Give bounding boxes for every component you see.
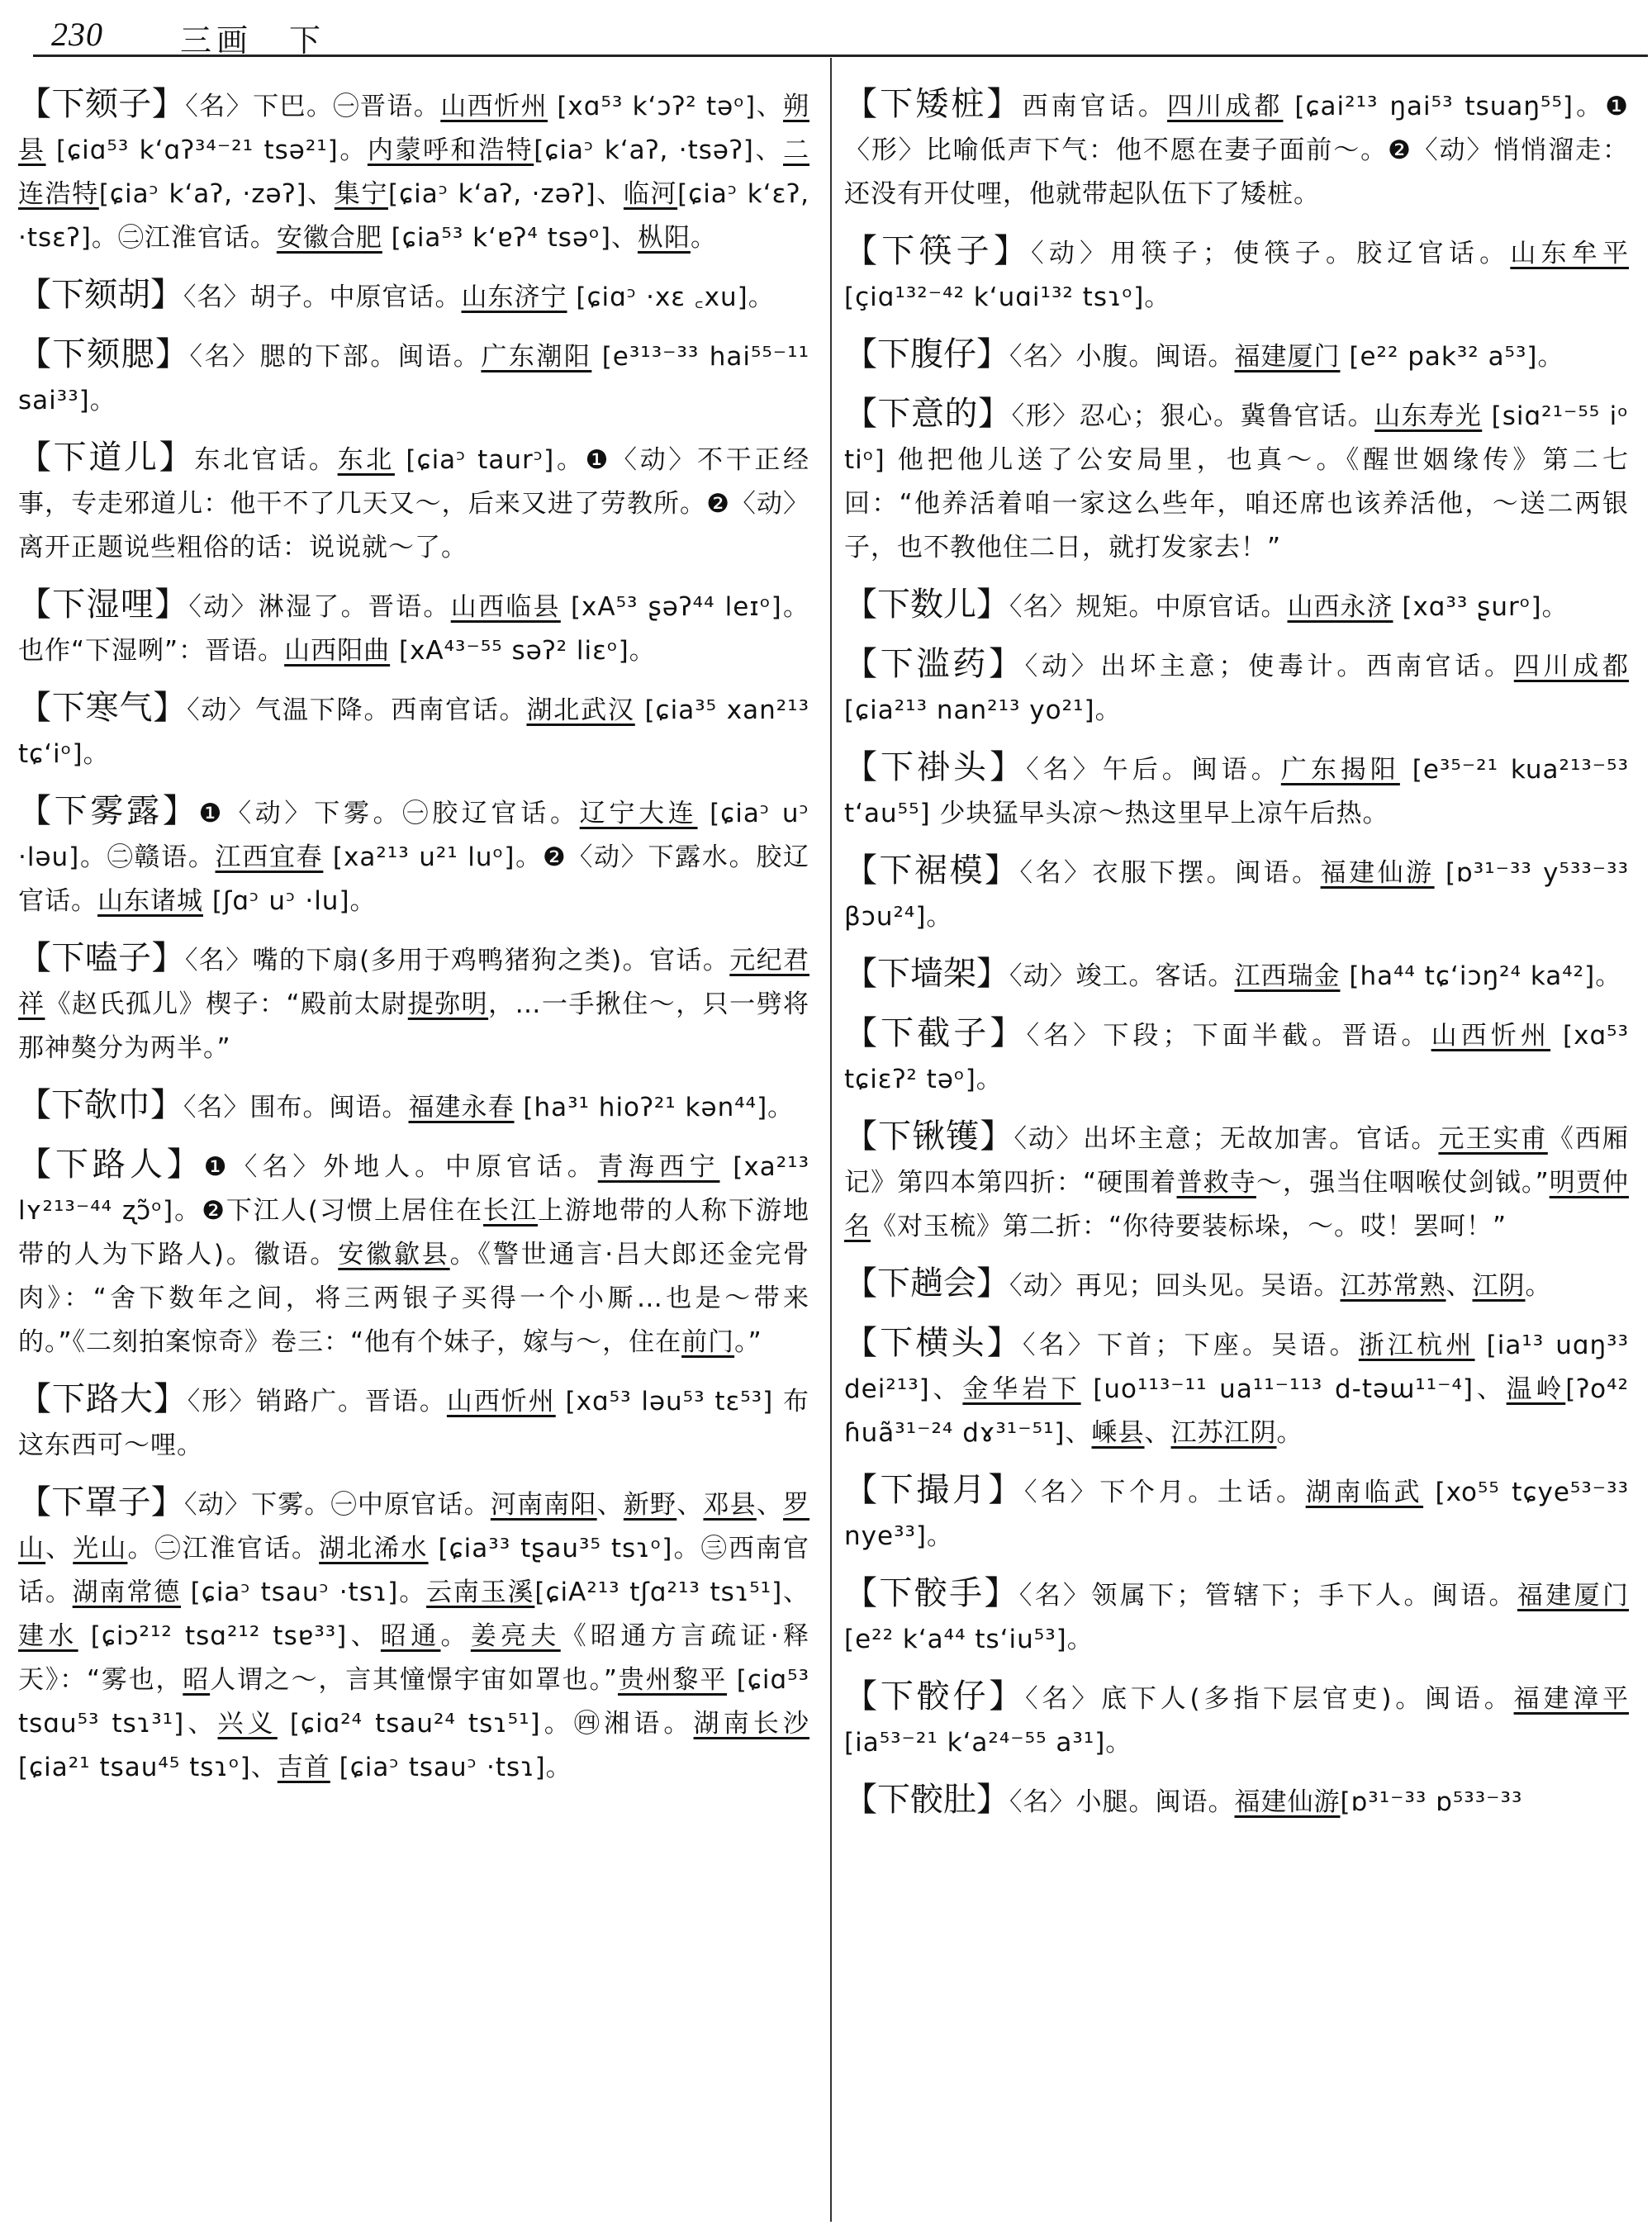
dictionary-entry — [844, 1321, 1629, 1455]
page-number: 230 — [51, 16, 103, 53]
place-name: 山东寿光 — [1374, 401, 1483, 431]
place-name: 前门 — [681, 1327, 735, 1357]
headword: 【下数儿】 — [844, 586, 1009, 624]
definition-text: 〈形〉忍心；狠心。冀鲁官话。 — [1011, 401, 1375, 431]
headword: 【下滥药】 — [844, 645, 1025, 683]
dictionary-entry — [18, 937, 809, 1070]
dictionary-entry — [18, 790, 809, 923]
definition-text: [ɕiɑᵓ ·xɛ ꜀xu]。 — [567, 282, 775, 312]
dictionary-entry — [844, 643, 1629, 733]
headword: 【下锹镬】 — [844, 1117, 1014, 1155]
definition-text: 〈名〉下首；下座。吴语。 — [1022, 1331, 1359, 1360]
definition-text: 、 — [1446, 1271, 1473, 1301]
definition-text: 、 — [45, 1534, 74, 1563]
place-name: 浙江杭州 — [1358, 1331, 1475, 1360]
place-name: 山西永济 — [1287, 592, 1393, 622]
dictionary-entry — [844, 1468, 1629, 1559]
place-name: 山东济宁 — [461, 282, 567, 312]
definition-text: [xa²¹³ u²¹ luᵒ]。❷〈动〉下露水。胶辽官话。 — [18, 842, 810, 916]
place-name: 湖南临武 — [1305, 1478, 1424, 1507]
place-name: 山西忻州 — [446, 1387, 556, 1416]
definition-text: 人谓之～，言其憧憬宇宙如罩也。” — [210, 1665, 618, 1695]
place-name: 元王实甫 — [1438, 1124, 1548, 1154]
definition-text: 、 — [756, 1490, 784, 1520]
headword: 【下趟会】 — [844, 1264, 1009, 1302]
headword: 【下筷子】 — [844, 232, 1032, 270]
headword: 【下湿哩】 — [18, 586, 189, 624]
place-name: 湖南长沙 — [693, 1709, 810, 1739]
headword: 【下欹巾】 — [18, 1086, 183, 1124]
place-name: 元纪君祥 — [18, 946, 810, 1019]
headword: 【下意的】 — [844, 395, 1012, 433]
place-name: 山东诸城 — [97, 886, 203, 916]
place-name: 山西忻州 — [440, 92, 548, 121]
definition-text: 〈名〉下个月。土话。 — [1024, 1478, 1306, 1507]
definition-text: [ɕiaᵓ taurᵓ]。❶〈动〉不干正经事，专走邪道儿：他干不了几天又～，后来又进了劳教所。❷〈动〉离开正题说些粗俗的话：说说就～了。 — [18, 445, 810, 562]
definition-text: [ɕia³⁵ xan²¹³ tɕ‘iᵒ]。 — [18, 695, 810, 769]
dictionary-entry — [18, 1481, 809, 1790]
place-name: 新野 — [623, 1490, 677, 1520]
definition-text: [ɕiɑ²⁴ tsau²⁴ tsɿ⁵¹]。㊃湘语。 — [277, 1709, 694, 1739]
headword: 【下雾露】 — [18, 792, 199, 830]
place-name: 福建仙游 — [1234, 1787, 1341, 1817]
place-name: 山西阳曲 — [284, 636, 391, 666]
definition-text: 《昭通方言疏证·释天》：“雾也， — [18, 1621, 810, 1695]
definition-text: [ɕia⁵³ k‘ɐʔ⁴ tsəᵒ]、 — [382, 223, 638, 253]
place-name: 江西瑞金 — [1234, 961, 1341, 991]
definition-text: 。 — [1525, 1271, 1552, 1301]
definition-text: [ɕiaᵓ uᵓ ·ləu]。㊁赣语。 — [18, 799, 809, 872]
definition-text: [ɕiɑ⁵³ tsɑu⁵³ tsɿ³¹]、 — [18, 1665, 810, 1739]
dictionary-entry — [844, 849, 1629, 939]
headword: 【下腹仔】 — [844, 335, 1009, 373]
definition-text: [ɕiaᵓ k‘aʔ, ·zəʔ]、 — [387, 179, 624, 209]
place-name: 四川成都 — [1513, 652, 1630, 681]
place-name: 建水 — [18, 1621, 78, 1651]
definition-text: 西南官话。 — [1022, 92, 1168, 121]
definition-text: 〈名〉腮的下部。闽语。 — [189, 342, 482, 372]
headword: 【下截子】 — [844, 1014, 1027, 1052]
left-column — [18, 83, 809, 1803]
headword: 【下撮月】 — [844, 1471, 1025, 1509]
place-name: 嵊县 — [1091, 1418, 1145, 1448]
definition-text: [çiɑ¹³²⁻⁴² k‘uɑi¹³² tsɿᵒ]。 — [844, 282, 1171, 312]
place-name: 长江 — [483, 1196, 538, 1226]
definition-text: [ha³¹ hioʔ²¹ kən⁴⁴]。 — [514, 1093, 795, 1122]
definition-text: 《赵氏孤儿》楔子：“殿前太尉 — [45, 989, 408, 1019]
definition-text: 〈动〉气温下降。西南官话。 — [187, 695, 527, 725]
definition-text: 〈动〉淋湿了。晋语。 — [188, 592, 451, 622]
dictionary-entry — [844, 1572, 1629, 1662]
definition-text: 〈名〉小腹。闽语。 — [1009, 342, 1235, 372]
definition-text: [ɕiaᵓ tsauᵓ ·tsɿ]。 — [181, 1578, 427, 1607]
definition-text: [ɕia³³ tʂau³⁵ tsɿᵒ]。㊂西南官话。 — [18, 1534, 810, 1607]
place-name: 湖南常德 — [72, 1578, 181, 1607]
definition-text: [xA⁵³ ʂəʔ⁴⁴ leɪᵒ]。也作“下湿咧”：晋语。 — [18, 592, 810, 666]
place-name: 东北 — [337, 445, 395, 475]
definition-text: 《对玉梳》第二折：“你待要装标垛，～。哎！罢呵！” — [871, 1212, 1507, 1241]
definition-text: [ɕia²¹³ nan²¹³ yo²¹]。 — [844, 695, 1122, 725]
dictionary-entry — [18, 1084, 809, 1130]
definition-text: 。《警世通言·吕大郎还金完骨肉》：“舍下数年之间，将三两银子买得一个小厮…也是～带来的。”《二刻拍案惊奇》卷三：“他有个妹子，嫁与～，住在 — [18, 1240, 810, 1357]
definition-text: 〈动〉竣工。客话。 — [1009, 961, 1235, 991]
definition-text: 《西厢记》第四本第四折：“硬围着 — [844, 1124, 1630, 1198]
definition-text: [ɕiɑ⁵³ k‘ɑʔ³⁴⁻²¹ tsə²¹]。 — [45, 135, 368, 165]
place-name: 安徽合肥 — [276, 223, 382, 253]
dictionary-entry — [844, 392, 1629, 570]
definition-text: 〈名〉底下人(多指下层官吏)。闽语。 — [1025, 1684, 1514, 1714]
headword: 【下横头】 — [844, 1324, 1023, 1362]
headword: 【下褂头】 — [844, 748, 1027, 786]
place-name: 湖北浠水 — [319, 1534, 429, 1563]
place-name: 集宁 — [334, 179, 388, 209]
headword: 【下道儿】 — [18, 439, 195, 477]
right-column — [844, 83, 1629, 1838]
definition-text: [ɕiaᵓ k‘ɛʔ, ·tsɛʔ]。㊁江淮官话。 — [18, 179, 810, 253]
definition-text: 〈名〉衣服下摆。闽语。 — [1019, 858, 1321, 888]
definition-text: [ɕiA²¹³ tʃɑ²¹³ tsɿ⁵¹]、 — [534, 1578, 810, 1607]
definition-text: 、 — [596, 1490, 624, 1520]
dictionary-entry — [844, 1012, 1629, 1102]
dictionary-entry — [844, 230, 1629, 320]
definition-text: [ɒ³¹⁻³³ y⁵³³⁻³³ βɔu²⁴]。 — [844, 858, 1630, 932]
place-name: 昭 — [183, 1665, 211, 1695]
definition-text: [ʔo⁴² ɦuã³¹⁻²⁴ dɤ³¹⁻⁵¹]、 — [844, 1374, 1629, 1448]
place-name: 山东牟平 — [1510, 239, 1630, 268]
definition-text: [siɑ²¹⁻⁵⁵ iᵒ tiᵒ] 他把他儿送了公安局里，也真～。《醒世姻缘传》第二七回：“他养活着咱一家这么些年，咱还席也该养活他，～送二两银子，也不教他住二日，就打发家去！” — [844, 401, 1630, 562]
definition-text: ～，强当住咽喉仗剑钺。” — [1256, 1168, 1550, 1198]
definition-text: [xa²¹³ lʏ²¹³⁻⁴⁴ ʐɔ̃ᵒ]。❷下江人(习惯上居住在 — [18, 1152, 809, 1226]
place-name: 二连浩特 — [18, 135, 810, 209]
headword: 【下骹手】 — [844, 1574, 1019, 1612]
definition-text: [e²² pak³² a⁵³]。 — [1340, 342, 1564, 372]
definition-text: 上游地带的人称下游地带的人为下路人)。徽语。 — [18, 1196, 809, 1269]
place-name: 朔县 — [18, 92, 810, 165]
definition-text: 〈名〉围布。闽语。 — [183, 1093, 409, 1122]
definition-text: 、 — [1144, 1418, 1171, 1448]
definition-text: [e³⁵⁻²¹ kua²¹³⁻⁵³ t‘au⁵⁵] 少块猛早头凉～热这里早上凉午后热。 — [844, 755, 1630, 828]
place-name: 江苏江阴 — [1170, 1418, 1277, 1448]
place-name: 金华岩下 — [962, 1374, 1081, 1404]
section-title: 三画 下 — [180, 22, 326, 59]
place-name: 罗山 — [18, 1490, 810, 1563]
place-name: 内蒙呼和浩特 — [367, 135, 534, 165]
headword: 【下骹肚】 — [844, 1781, 1009, 1819]
definition-text: 〈动〉用筷子；使筷子。胶辽官话。 — [1031, 239, 1511, 268]
place-name: 明贾仲名 — [844, 1168, 1630, 1241]
dictionary-entry — [844, 333, 1629, 379]
dictionary-entry — [18, 686, 809, 776]
place-name: 兴义 — [217, 1709, 278, 1739]
definition-text: [ɕiɔ²¹² tsɑ²¹² tsɐ³³]、 — [78, 1621, 381, 1651]
definition-text: 〈名〉小腿。闽语。 — [1009, 1787, 1235, 1817]
place-name: 福建漳平 — [1513, 1684, 1630, 1714]
place-name: 广东揭阳 — [1280, 755, 1400, 785]
definition-text: [ɕiaᵓ tsauᵓ ·tsɿ]。 — [330, 1753, 572, 1782]
definition-text: [ɒ³¹⁻³³ ɒ⁵³³⁻³³ — [1340, 1787, 1523, 1817]
headword: 【下颏子】 — [18, 85, 186, 123]
dictionary-entry — [18, 436, 809, 570]
definition-text: 。 — [440, 1621, 471, 1651]
place-name: 温岭 — [1506, 1374, 1566, 1404]
dictionary-entry — [18, 83, 809, 260]
definition-text: ❶〈名〉外地人。中原官话。 — [203, 1152, 598, 1182]
definition-text: ❶〈动〉下雾。㊀胶辽官话。 — [198, 799, 580, 828]
definition-text: 〈名〉下段；下面半截。晋语。 — [1026, 1021, 1431, 1051]
place-name: 贵州黎平 — [617, 1665, 728, 1695]
definition-text: [xɑ³³ ʂurᵒ]。 — [1393, 592, 1569, 622]
definition-text: ，…一手揪住～，只一劈将那神獒分为两半。” — [18, 989, 810, 1063]
definition-text: [xɑ⁵³ k‘ɔʔ² təᵒ]、 — [548, 92, 784, 121]
dictionary-entry — [18, 273, 809, 320]
headword: 【下颏腮】 — [18, 335, 190, 373]
place-name: 青海西宁 — [597, 1152, 720, 1182]
definition-text: [ɕiaᵓ k‘aʔ, ·tsəʔ]、 — [534, 135, 784, 165]
dictionary-entry — [844, 1262, 1629, 1308]
headword: 【下裾模】 — [844, 852, 1020, 890]
definition-text: 东北官话。 — [194, 445, 338, 475]
place-name: 四川成都 — [1167, 92, 1284, 121]
headword: 【下寒气】 — [18, 689, 188, 727]
definition-text: [xɑ⁵³ tɕiɛʔ² təᵒ]。 — [844, 1021, 1630, 1094]
place-name: 河南南阳 — [490, 1490, 597, 1520]
definition-text: 〈动〉再见；回头见。吴语。 — [1009, 1271, 1341, 1301]
definition-text: [uo¹¹³⁻¹¹ ua¹¹⁻¹¹³ d-təɯ¹¹⁻⁴]、 — [1080, 1374, 1507, 1404]
dictionary-entry — [844, 583, 1629, 629]
definition-text: 〈名〉午后。闽语。 — [1026, 755, 1281, 785]
place-name: 普救寺 — [1176, 1168, 1256, 1198]
dictionary-entry — [844, 746, 1629, 836]
definition-text: [ɕai²¹³ ŋai⁵³ tsuaŋ⁵⁵]。❶〈形〉比喻低声下气：他不愿在妻子面前～。❷〈动〉悄悄溜走：还没有开仗哩，他就带起队伍下了矮桩。 — [844, 92, 1630, 209]
definition-text: 〈名〉胡子。中原官话。 — [183, 282, 462, 312]
definition-text: [e³¹³⁻³³ hai⁵⁵⁻¹¹ sai³³]。 — [18, 342, 810, 415]
dictionary-entry — [844, 952, 1629, 999]
headword: 【下矮桩】 — [844, 85, 1023, 123]
definition-text: [ɕiaᵓ k‘aʔ, ·zəʔ]、 — [98, 179, 335, 209]
place-name: 临河 — [623, 179, 678, 209]
dictionary-entry — [844, 1778, 1629, 1824]
header-rule — [33, 55, 1648, 57]
place-name: 江阴 — [1472, 1271, 1526, 1301]
definition-text: 〈形〉销路广。晋语。 — [187, 1387, 447, 1416]
definition-text: 〈动〉出坏主意；无故加害。官话。 — [1014, 1124, 1439, 1154]
place-name: 福建仙游 — [1320, 858, 1435, 888]
definition-text: 。 — [1276, 1418, 1303, 1448]
definition-text: 〈名〉领属下；管辖下；手下人。闽语。 — [1018, 1581, 1517, 1611]
definition-text: 〈名〉规矩。中原官话。 — [1009, 592, 1288, 622]
place-name: 江西宜春 — [215, 842, 324, 872]
place-name: 云南玉溪 — [426, 1578, 535, 1607]
place-name: 山西临县 — [450, 592, 561, 622]
definition-text: 〈名〉下巴。㊀晋语。 — [185, 92, 441, 121]
place-name: 辽宁大连 — [579, 799, 698, 828]
definition-text: [xA⁴³⁻⁵⁵ səʔ² liɛᵒ]。 — [390, 636, 656, 666]
headword: 【下颏胡】 — [18, 276, 183, 314]
place-name: 提弥明 — [407, 989, 489, 1019]
definition-text: 。” — [734, 1327, 762, 1357]
place-name: 福建厦门 — [1234, 342, 1341, 372]
headword: 【下嗑子】 — [18, 939, 185, 977]
dictionary-entry — [844, 1675, 1629, 1765]
definition-text: [ia¹³ uɑŋ³³ dei²¹³]、 — [844, 1331, 1630, 1404]
place-name: 邓县 — [703, 1490, 757, 1520]
place-name: 福建厦门 — [1517, 1581, 1630, 1611]
place-name: 昭通 — [380, 1621, 441, 1651]
dictionary-entry — [18, 1143, 809, 1364]
place-name: 山西忻州 — [1431, 1021, 1551, 1051]
place-name: 湖北武汉 — [526, 695, 635, 725]
definition-text: 〈名〉嘴的下扇(多用于鸡鸭猪狗之类)。官话。 — [184, 946, 730, 975]
dictionary-entry — [18, 333, 809, 423]
definition-text: [ha⁴⁴ tɕ‘iɔŋ²⁴ ka⁴²]。 — [1340, 961, 1622, 991]
definition-text: 。 — [690, 223, 717, 253]
place-name: 光山 — [73, 1534, 128, 1563]
definition-text: 。㊁江淮官话。 — [127, 1534, 320, 1563]
definition-text: [ʃɑᵓ uᵓ ·lu]。 — [203, 886, 377, 916]
definition-text: [ia⁵³⁻²¹ k‘a²⁴⁻⁵⁵ a³¹]。 — [844, 1728, 1132, 1758]
column-divider — [830, 58, 832, 2222]
definition-text: 〈动〉出坏主意；使毒计。西南官话。 — [1024, 652, 1514, 681]
headword: 【下骹仔】 — [844, 1677, 1026, 1715]
place-name: 枞阳 — [637, 223, 691, 253]
dictionary-entry — [18, 1378, 809, 1468]
headword: 【下路人】 — [18, 1146, 204, 1184]
place-name: 吉首 — [277, 1753, 330, 1782]
place-name: 姜亮夫 — [470, 1621, 561, 1651]
dictionary-entry — [18, 583, 809, 673]
page-header — [0, 0, 1652, 66]
definition-text: [xo⁵⁵ tɕye⁵³⁻³³ nye³³]。 — [844, 1478, 1629, 1551]
place-name: 安徽歙县 — [338, 1240, 450, 1269]
dictionary-entry — [844, 83, 1629, 216]
headword: 【下墙架】 — [844, 955, 1009, 993]
definition-text: [ɕia²¹ tsau⁴⁵ tsɿᵒ]、 — [18, 1753, 278, 1782]
definition-text: [e²² k‘a⁴⁴ ts‘iu⁵³]。 — [844, 1625, 1094, 1654]
dictionary-entry — [844, 1115, 1629, 1249]
place-name: 福建永春 — [408, 1093, 515, 1122]
headword: 【下罩子】 — [18, 1483, 184, 1521]
definition-text: 、 — [676, 1490, 704, 1520]
headword: 【下路大】 — [18, 1380, 188, 1418]
place-name: 江苏常熟 — [1340, 1271, 1446, 1301]
place-name: 广东潮阳 — [481, 342, 592, 372]
definition-text: [xɑ⁵³ ləu⁵³ tɛ⁵³] 布这东西可～哩。 — [18, 1387, 810, 1460]
definition-text: 〈动〉下雾。㊀中原官话。 — [183, 1490, 491, 1520]
